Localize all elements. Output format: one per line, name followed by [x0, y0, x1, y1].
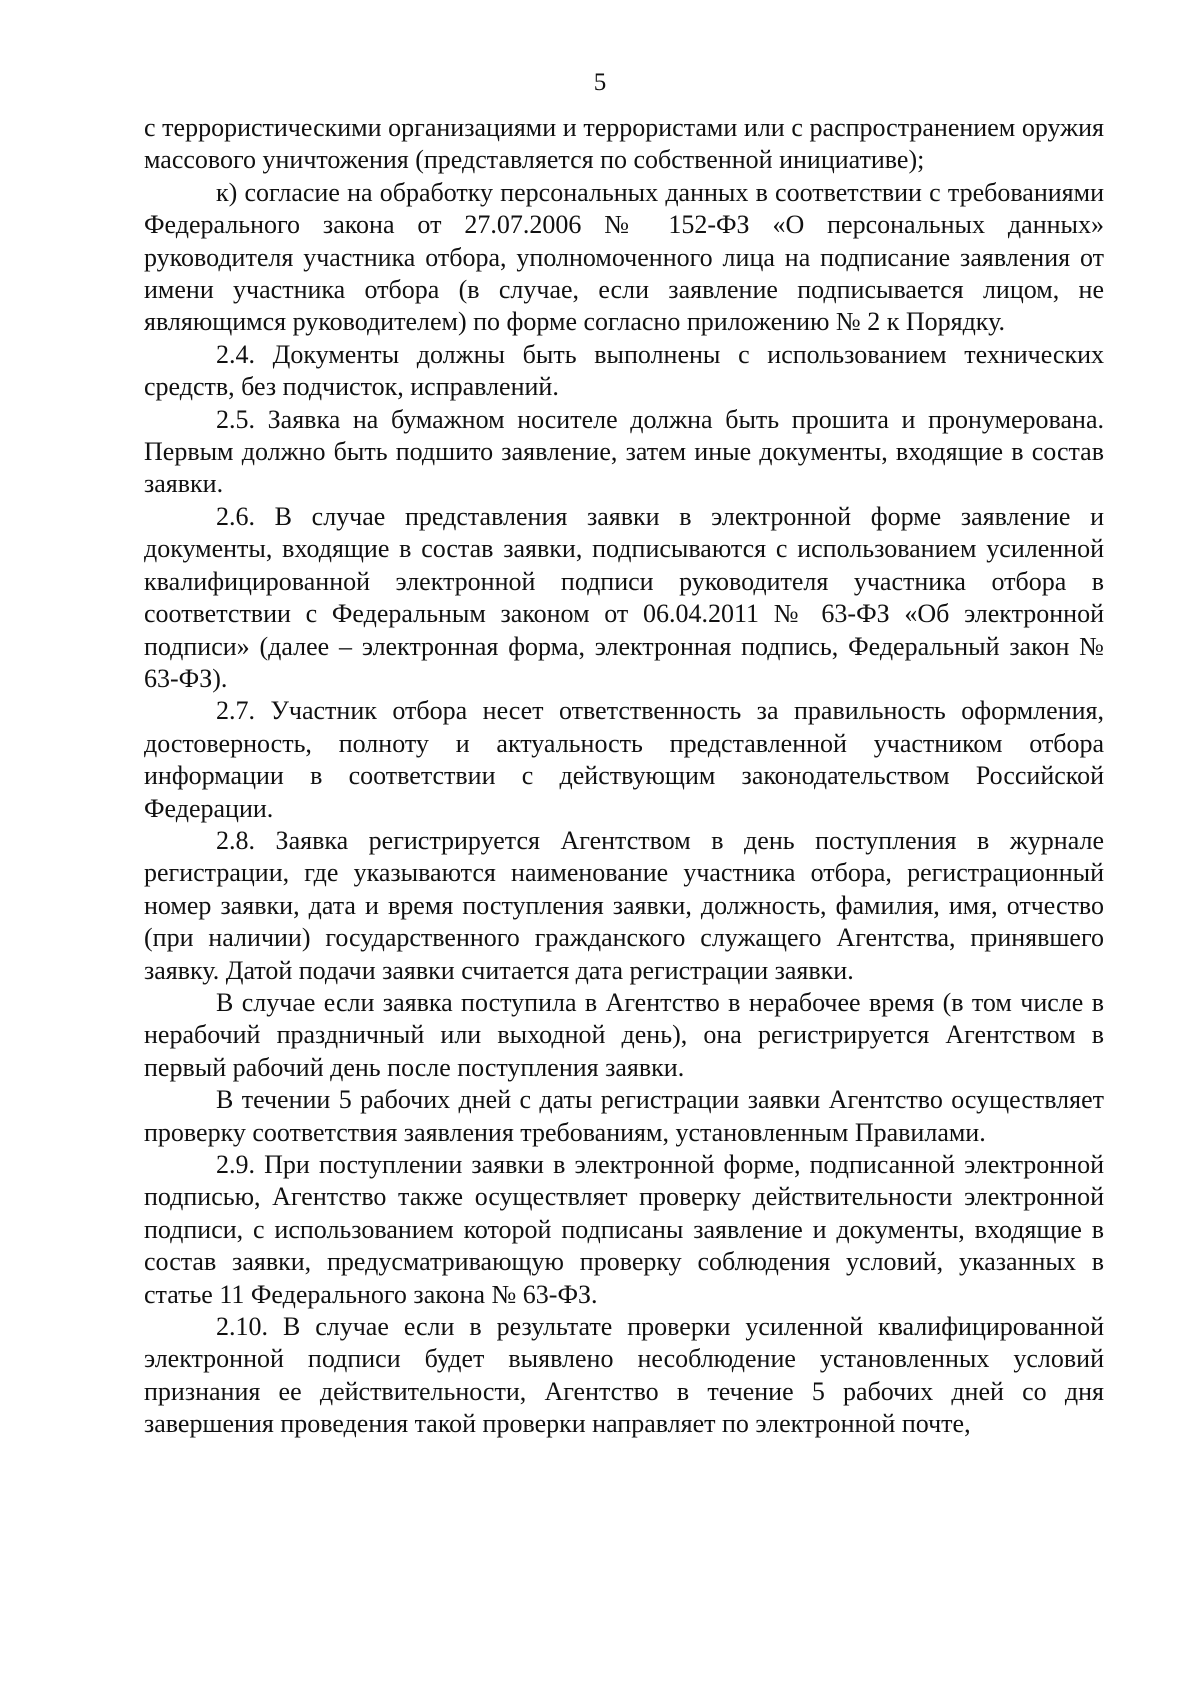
paragraph-2-4: 2.4. Документы должны быть выполнены с использованием технических средств, без подчисток, исправлений. [144, 339, 1104, 402]
paragraph-2-9: 2.9. При поступлении заявки в электронной форме, подписанной электронной подписью, Агентство также осуществляет проверку действительности электронной подписи, с использованием которой подписаны заявление и документы, входящие в состав заявки, предусматривающую проверку соблюдения условий, указанных в статье 11 Федерального закона № 63-ФЗ. [144, 1150, 1104, 1309]
page-number: 5 [593, 69, 607, 96]
paragraph-2-8-review-period: В течении 5 рабочих дней с даты регистрации заявки Агентство осуществляет проверку соответствия заявления требованиям, установленным Правилами. [144, 1085, 1104, 1147]
paragraph-2-5: 2.5. Заявка на бумажном носителе должна быть прошита и пронумерована. Первым должно быть подшито заявление, затем иные документы, входящие в состав заявки. [144, 404, 1104, 499]
paragraph-2-7: 2.7. Участник отбора несет ответственность за правильность оформления, достоверность, полноту и актуальность представленной участником отбора информации в соответствии с действующим законодательством Российской Федерации. [144, 696, 1104, 823]
paragraph-2-6: 2.6. В случае представления заявки в электронной форме заявление и документы, входящие в состав заявки, подписываются с использованием усиленной квалифицированной электронной подписи руководителя участника отбора в соответствии с Федеральным законом от 06.04.2011 № 63-ФЗ «Об электронной подписи» (далее – электронная форма, электронная подпись, Федеральный закон № 63-ФЗ). [144, 501, 1104, 693]
paragraph-2-8-nonworking-time: В случае если заявка поступила в Агентство в нерабочее время (в том числе в нерабочий праздничный или выходной день), она регистрируется Агентством в первый рабочий день после поступления заявки. [144, 987, 1104, 1082]
paragraph-item-k-consent: к) согласие на обработку персональных данных в соответствии с требованиями Федерального закона от 27.07.2006 № 152-ФЗ «О персональных данных» руководителя участника отбора, уполномоченного лица на подписание заявления от имени участника отбора (в случае, если заявление подписывается лицом, не являющимся руководителем) по форме согласно приложению № 2 к Порядку. [144, 177, 1104, 337]
paragraph-continuation: с террористическими организациями и террористами или с распространением оружия массового уничтожения (представляется по собственной инициативе); [144, 113, 1104, 175]
paragraph-2-8: 2.8. Заявка регистрируется Агентством в день поступления в журнале регистрации, где указываются наименование участника отбора, регистрационный номер заявки, дата и время поступления заявки, должность, фамилия, имя, отчество (при наличии) государственного гражданского служащего Агентства, принявшего заявку. Датой подачи заявки считается дата регистрации заявки. [144, 825, 1104, 985]
document-body [144, 112, 1104, 1441]
paragraph-2-10: 2.10. В случае если в результате проверки усиленной квалифицированной электронной подписи будет выявлено несоблюдение установленных условий признания ее действительности, Агентство в течение 5 рабочих дней со дня завершения проведения такой проверки направляет по электронной почте, [144, 1312, 1104, 1439]
